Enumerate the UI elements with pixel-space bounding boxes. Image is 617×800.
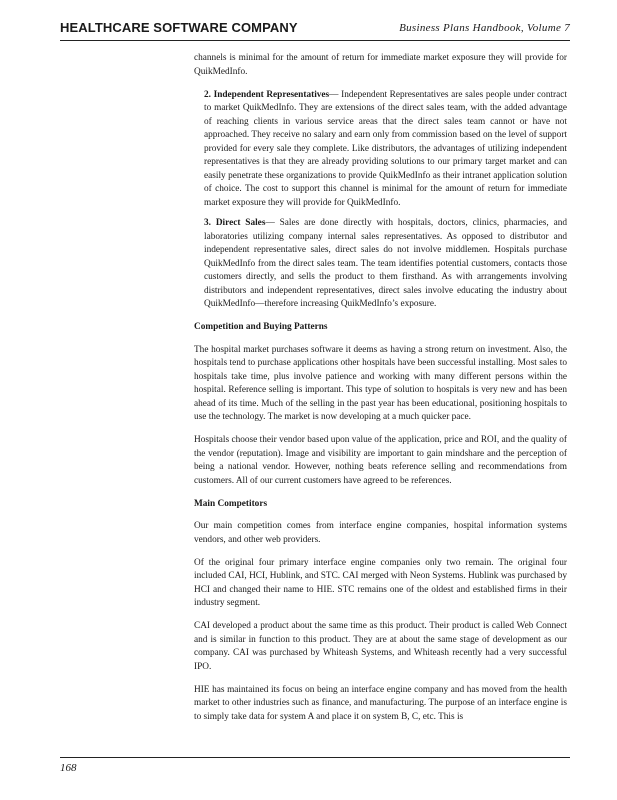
list-item-text: — Sales are done directly with hospitals, doctors, clinics, pharmacies, and laboratories utilizing company internal sales representatives. As opposed to distributor and independent representative sales, direct sales do not involve middlemen. Hospitals purchase QuikMedInfo from the direct sales team. The team identifies potential customers, contacts those customers directly, and sells the product to them firsthand. As with arrangements involving distributors and independent representatives, direct sales involve educating the industry about QuikMedInfo—therefore increasing QuikMedInfo’s exposure. (204, 218, 567, 309)
paragraph: HIE has maintained its focus on being an interface engine company and has moved from the health market to other industries such as finance, and manufacturing. The purpose of an interface engine is to simply take data for system A and place it on system B, C, etc. This is (194, 684, 567, 722)
list-item-lead: 3. Direct Sales (204, 218, 266, 228)
paragraph: Our main competition comes from interface engine companies, hospital information systems vendors, and other web providers. (194, 521, 567, 545)
paragraph: Of the original four primary interface engine companies only two remain. The original four included CAI, HCI, Hublink, and STC. CAI merged with Neon Systems. Hublink was purchased by HCI and changed their name to HIE. STC remains one of the oldest and established firms in their industry segment. (194, 557, 567, 608)
list-item-independent-representatives (204, 89, 567, 211)
paragraph: The hospital market purchases software it deems as having a strong return on investment. Also, the hospitals tend to purchase applications other hospitals have been successful installing. Most sales to hospitals take time, plus involve patience and working with many different persons within the hospital. Reference selling is important. This type of solution to hospitals is very new and has been ahead of its time. Much of the selling in the past year has been educational, positioning hospitals to use the technology. The market is now developing at a much quicker pace. (194, 344, 567, 422)
list-item-text: — Independent Representatives are sales people under contract to market QuikMedInfo. They are extensions of the direct sales team, with the added advantage of reaching clients in various service areas that the direct sales team cannot or have not approached. They receive no salary and earn only from commission based on the level of support provided for every sale they complete. Like distributors, the advantages of utilizing independent representatives is that they are already providing solutions to our primary target market and can easily penetrate these organizations to provide QuikMedInfo as their intranet application solution of choice. The cost to support this channel is minimal for the amount of return for immediate market exposure they will provide for QuikMedInfo. (204, 89, 567, 208)
list-item-direct-sales (204, 217, 567, 312)
section-heading-main-competitors: Main Competitors (194, 498, 268, 509)
header-company: HEALTHCARE SOFTWARE COMPANY (60, 20, 298, 35)
list-item-lead: 2. Independent Representatives (204, 89, 330, 100)
page-body (194, 52, 567, 734)
paragraph: channels is minimal for the amount of return for immediate market exposure they will provide for QuikMedInfo. (194, 53, 567, 77)
footer-rule (60, 757, 570, 758)
page-number: 168 (60, 762, 77, 774)
running-header (60, 18, 570, 38)
header-rule (60, 40, 570, 41)
paragraph: CAI developed a product about the same time as this product. Their product is called Web Connect and is similar in function to this product. They are at about the same stage of development as our company. CAI was purchased by Whiteash Systems, and Whiteash recently had a very successful IPO. (194, 621, 567, 672)
header-book-title: Business Plans Handbook, Volume 7 (399, 22, 570, 34)
paragraph: Hospitals choose their vendor based upon value of the application, price and ROI, and the quality of the vendor (reputation). Image and visibility are important to gain mindshare and the perception of being a national vendor. However, nothing beats reference selling and recommendations from customers. All of our current customers have agreed to be references. (194, 435, 567, 486)
section-heading-competition: Competition and Buying Patterns (194, 322, 328, 332)
